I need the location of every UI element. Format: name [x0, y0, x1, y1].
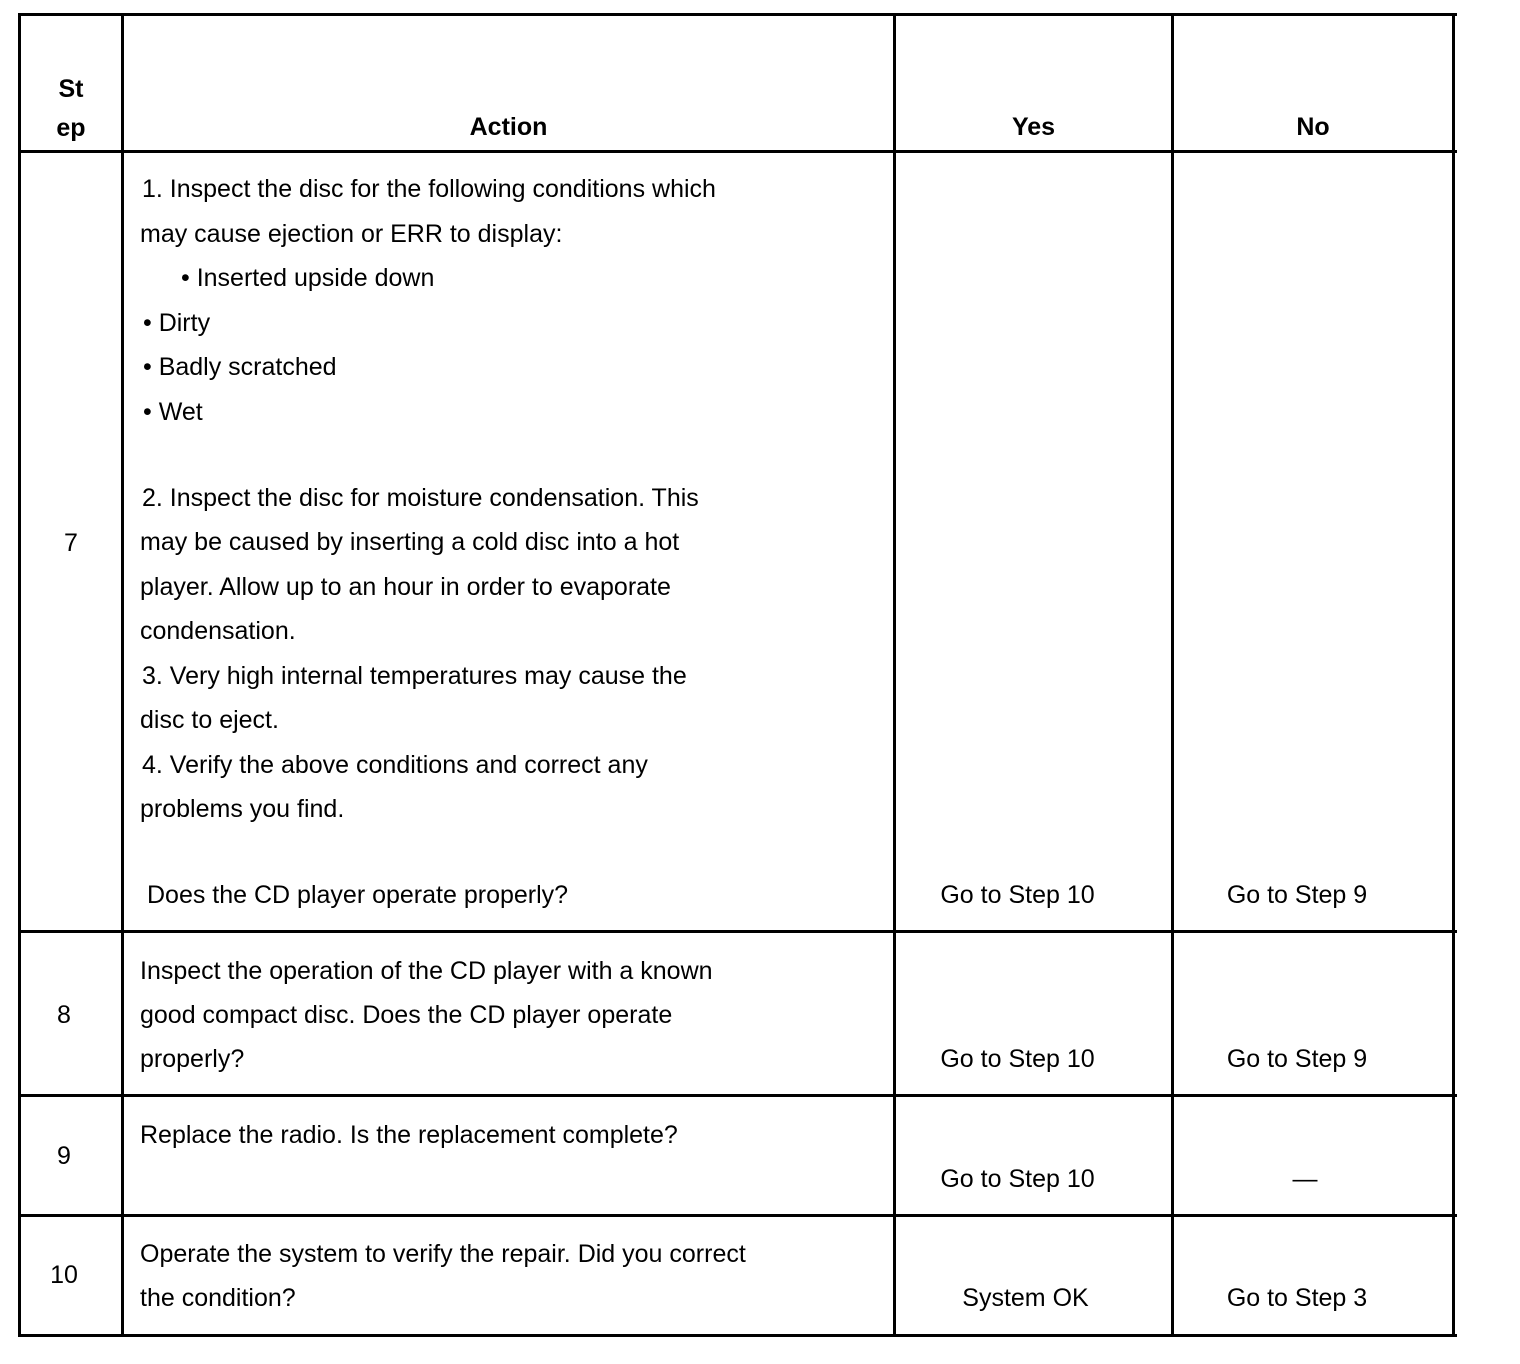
action-bullet-line: • Inserted upside down [181, 264, 435, 292]
yes-result: Go to Step 10 [940, 1165, 1095, 1193]
action-line: may cause ejection or ERR to display: [140, 220, 563, 248]
action-line: player. Allow up to an hour in order to evaporate [140, 573, 671, 601]
action-bullet-line: • Badly scratched [143, 353, 337, 381]
step-number: 10 [50, 1261, 78, 1289]
row-divider [18, 1094, 1457, 1097]
action-line: disc to eject. [140, 706, 279, 734]
row-divider [18, 1214, 1457, 1217]
header-step-line2: ep [56, 114, 86, 142]
column-divider [121, 13, 124, 1337]
header-yes: Yes [1011, 113, 1056, 141]
table-border-bottom [18, 1334, 1457, 1337]
action-line: problems you find. [140, 795, 345, 823]
column-divider [893, 13, 896, 1337]
table-border-top [18, 13, 1457, 16]
row-divider [18, 930, 1457, 933]
action-line: condensation. [140, 617, 296, 645]
column-divider [1171, 13, 1174, 1337]
no-result: Go to Step 3 [1226, 1284, 1368, 1312]
action-line: Inspect the operation of the CD player with a known [140, 957, 713, 985]
header-action: Action [469, 113, 548, 141]
action-line: good compact disc. Does the CD player operate [140, 1001, 673, 1029]
yes-result: Go to Step 10 [940, 1045, 1095, 1073]
header-divider [18, 150, 1457, 153]
action-line: properly? [140, 1045, 245, 1073]
action-line: Replace the radio. Is the replacement complete? [140, 1121, 678, 1149]
action-question: Does the CD player operate properly? [147, 881, 569, 909]
action-line: 2. Inspect the disc for moisture condensation. This [142, 484, 699, 512]
action-line: may be caused by inserting a cold disc into a hot [140, 528, 680, 556]
action-bullet-line: • Wet [143, 398, 203, 426]
action-bullet-line: • Dirty [143, 309, 211, 337]
action-line: 4. Verify the above conditions and correct any [142, 751, 648, 779]
yes-result: System OK [962, 1284, 1089, 1312]
step-number: 7 [64, 529, 78, 557]
table-border-left [18, 13, 21, 1337]
action-line: Operate the system to verify the repair. Did you correct [140, 1240, 746, 1268]
step-number: 9 [57, 1142, 71, 1170]
no-result: — [1292, 1165, 1318, 1193]
no-result: Go to Step 9 [1226, 881, 1368, 909]
step-number: 8 [57, 1001, 71, 1029]
yes-result: Go to Step 10 [940, 881, 1095, 909]
action-line: 1. Inspect the disc for the following conditions which [142, 175, 716, 203]
action-line: the condition? [140, 1284, 296, 1312]
header-step-line1: St [58, 75, 84, 103]
action-line: 3. Very high internal temperatures may cause the [142, 662, 687, 690]
no-result: Go to Step 9 [1226, 1045, 1368, 1073]
table-border-right [1452, 13, 1455, 1337]
header-no: No [1296, 113, 1330, 141]
